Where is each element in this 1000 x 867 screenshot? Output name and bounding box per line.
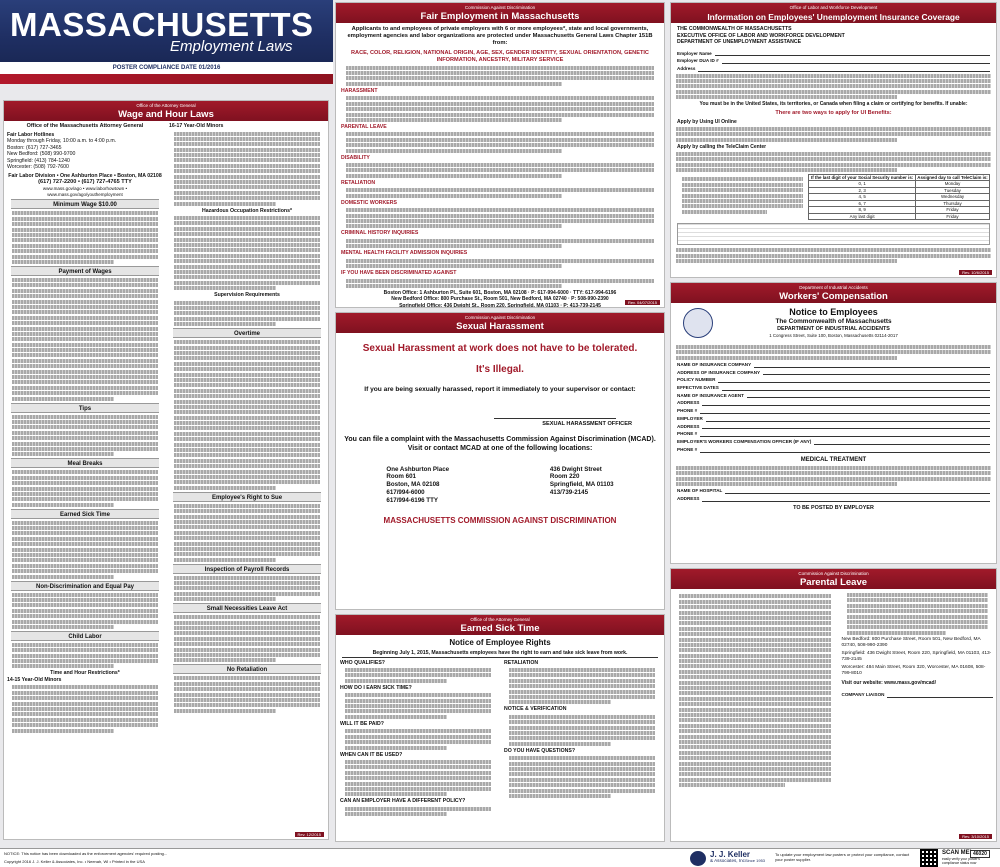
footer-copyright: Copyright 2016 J. J. Keller & Associates, Inc. • Neenah, WI • Printed in the USA xyxy=(4,859,145,864)
child-labor-bar: Child Labor xyxy=(11,631,159,641)
payroll-records-text xyxy=(174,576,320,602)
office-phone-3: Worcester: (508) 792-7600 xyxy=(7,164,69,171)
pl-liaison-label: COMPANY LIAISON xyxy=(841,691,885,697)
ui-version: Rev. 10/6/2015 xyxy=(959,270,992,275)
fair-section-7: IF YOU HAVE BEEN DISCRIMINATED AGAINST xyxy=(341,270,457,277)
ui-address-line xyxy=(698,67,990,72)
pl-panel-header xyxy=(671,569,996,589)
sick-left-0-text xyxy=(345,668,491,683)
compliance-date: POSTER COMPLIANCE DATE 01/2016 xyxy=(0,62,333,74)
wc-field-8: ADDRESS xyxy=(677,423,700,429)
wc-field-row-6 xyxy=(677,408,990,414)
wc-field-line-10 xyxy=(814,440,990,445)
harassment-headline: Sexual Harassment at work does not have to be tolerated. xyxy=(362,343,638,354)
teleclaim-schedule-table xyxy=(808,174,990,221)
schedule-day-3: Thursday xyxy=(916,200,990,207)
ui-employer-name-line xyxy=(715,51,990,56)
wc-hospital-address-row xyxy=(677,496,990,502)
wage-hour-panel xyxy=(3,100,329,840)
wc-field-5: ADDRESS xyxy=(677,400,700,406)
pl-liaison-row xyxy=(842,692,994,698)
ui-online-text xyxy=(676,127,991,142)
fair-labor-web: www.mass.gov/ago • www.laborhowtown • www.mass.gov/ago/youthemployment xyxy=(42,186,128,197)
fair-section-4: DOMESTIC WORKERS xyxy=(341,199,397,206)
harassment-springfield-1: Room 220 xyxy=(549,473,580,481)
ui-closing-text xyxy=(676,248,991,263)
harassment-officer-line xyxy=(494,418,616,419)
fair-section-6-text xyxy=(346,259,654,268)
wc-hospital-row xyxy=(677,488,990,494)
unemployment-panel xyxy=(670,2,997,278)
schedule-day-1: Tuesday xyxy=(916,187,990,194)
fair-section-4-text xyxy=(346,208,654,228)
fair-employment-panel xyxy=(335,2,665,308)
hazardous-text xyxy=(174,216,320,290)
minimum-wage-bar: Minimum Wage $10.00 xyxy=(11,199,159,209)
overtime-bar: Overtime xyxy=(173,328,321,338)
harassment-officer-label: SEXUAL HARASSMENT OFFICER xyxy=(542,421,632,428)
harassment-title: Sexual Harassment xyxy=(456,320,544,332)
wage-agency: Office of the Attorney General xyxy=(136,103,196,108)
hotline-hours: Monday through Friday, 10:00 a.m. to 4:00 p.m. xyxy=(7,138,117,145)
pl-office-0: New Bedford: 800 Purchase Street, Room 501, New Bedford, MA 02740, 508-990-2390 xyxy=(841,636,981,648)
ui-apply-phone: Apply by calling the TeleClaim Center xyxy=(677,143,767,150)
schedule-day-0: Monday xyxy=(916,181,990,188)
wc-field-row-1 xyxy=(677,370,990,376)
wc-hospital-label: NAME OF HOSPITAL xyxy=(677,488,723,494)
ui-address-label: Address xyxy=(677,65,696,71)
no-retaliation-bar: No Retaliation xyxy=(173,664,321,674)
fair-contact-1: New Bedford Office: 800 Purchase St., Room 501, New Bedford, MA 02740 · P: 508-990-2390 xyxy=(391,296,609,303)
wc-medical-text xyxy=(676,466,991,486)
fair-section-1-text xyxy=(346,132,654,152)
pl-office-1: Springfield: 436 Dwight Street, Room 220, Springfield, MA 01103, 413-739-2145 xyxy=(841,650,992,662)
wc-field-row-0 xyxy=(677,362,990,368)
wc-field-2: POLICY NUMBER xyxy=(677,377,716,383)
wc-field-4: NAME OF INSURANCE AGENT xyxy=(677,392,744,398)
poster-footer xyxy=(0,848,1000,867)
fair-protected: RACE, COLOR, RELIGION, NATIONAL ORIGIN, AGE, SEX, GENDER IDENTITY, SEXUAL ORIENTATION, GENETIC INFORMATION, ANCESTRY, MILITARY SERVICE xyxy=(351,49,649,63)
pl-title: Parental Leave xyxy=(799,576,868,588)
sick-agency: Office of the Attorney General xyxy=(470,617,530,622)
harassment-agency: Commission Against Discrimination xyxy=(464,315,536,320)
harassment-illegal: It's Illegal. xyxy=(476,363,524,375)
harassment-panel-header xyxy=(336,313,664,333)
wc-field-0: NAME OF INSURANCE COMPANY xyxy=(677,361,752,367)
harassment-springfield-2: Springfield, MA 01103 xyxy=(549,481,614,489)
ui-intro-text xyxy=(676,74,991,100)
office-phone-0: Boston: (617) 727-3465 xyxy=(7,144,62,151)
massachusetts-seal-icon xyxy=(683,308,713,338)
ui-address-row xyxy=(677,66,990,72)
wc-field-row-2 xyxy=(677,377,990,383)
ui-apply-online: Apply by Using UI Online xyxy=(677,118,737,125)
time-hour-heading: Time and Hour Restrictions* xyxy=(50,670,120,677)
wc-field-11: PHONE # xyxy=(677,446,698,452)
wc-field-9: PHONE # xyxy=(677,431,698,437)
wc-hospital-address-label: ADDRESS xyxy=(677,496,700,501)
pl-version: Rev. 3/10/2015 xyxy=(959,834,992,839)
harassment-springfield-0: 436 Dwight Street xyxy=(549,465,602,473)
keller-since: Since 1953 xyxy=(745,858,766,863)
fair-labor-phone: (617) 727-2200 • (617) 727-4765 TTY xyxy=(38,179,132,186)
ui-schedule-note xyxy=(682,176,803,219)
payment-wages-bar: Payment of Wages xyxy=(11,266,159,276)
pl-visit: Visit our website: www.mass.gov/mcad/ xyxy=(841,679,936,686)
schedule-digit-2: 4, 5 xyxy=(809,194,916,201)
wc-hospital-line xyxy=(725,489,990,494)
sick-right-0-text xyxy=(509,668,655,704)
sick-beginning: Beginning July 1, 2015, Massachusetts employees have the right to earn and take sick leave from work. xyxy=(342,650,658,658)
schedule-digit-1: 2, 3 xyxy=(809,187,916,194)
harassment-boston-office xyxy=(386,466,449,505)
fair-labor-address: Fair Labor Division • One Ashburton Place • Boston, MA 02108 xyxy=(8,172,162,179)
sick-right-1: NOTICE & VERIFICATION xyxy=(504,706,567,713)
sick-time-bar: Earned Sick Time xyxy=(11,509,159,519)
wc-field-line-3 xyxy=(722,386,990,391)
schedule-day-5: Friday xyxy=(916,213,990,220)
harassment-springfield-3: 413/739-2145 xyxy=(549,488,589,496)
keller-sub: & Associates, Inc. xyxy=(710,858,747,863)
wc-field-row-5 xyxy=(677,400,990,406)
fair-title: Fair Employment in Massachusetts xyxy=(420,10,580,22)
sick-title: Earned Sick Time xyxy=(460,622,540,634)
small-necessities-text xyxy=(174,615,320,662)
pl-liaison-line xyxy=(887,693,993,698)
sexual-harassment-panel xyxy=(335,312,665,610)
harassment-report: If you are being sexually harassed, report it immediately to your supervisor or contact: xyxy=(364,386,636,393)
ui-dept: DEPARTMENT OF UNEMPLOYMENT ASSISTANCE xyxy=(677,39,802,45)
schedule-head-day: Assigned day to call TeleClaim is: xyxy=(917,174,988,180)
wc-title: Workers' Compensation xyxy=(779,290,888,302)
fair-contact-2: Springfield Office: 436 Dwight St., Room 220, Springfield, MA 01103 · P: 413-739-2145 xyxy=(399,302,601,308)
sick-right-1-text xyxy=(509,715,655,746)
sick-left-2-text xyxy=(345,729,491,749)
overtime-text xyxy=(174,340,320,490)
minors-1617-heading: 16-17 Year-Old Minors xyxy=(169,123,224,129)
pl-office-2: Worcester: 484 Main Street, Room 320, Worcester, MA 01608, 508-799-8010 xyxy=(841,664,986,676)
workers-comp-panel xyxy=(670,282,997,564)
fair-lead: Applicants to and employees of private employers with 6 or more employees*, state and local governments, employment agencies and labor organizations are protected under Massachusetts General Laws Chapter 151B from: xyxy=(347,26,653,47)
sick-left-1: HOW DO I EARN SICK TIME? xyxy=(340,684,412,691)
minors-1617-text xyxy=(174,132,320,206)
office-phone-1: New Bedford: (508) 990-9700 xyxy=(7,151,76,158)
ag-office-heading: Office of the Massachusetts Attorney General xyxy=(26,123,144,129)
ui-file-heading: You must be in the United States, its territories, or Canada when filing a claim or certifying for benefits. If unable: xyxy=(699,101,968,108)
sick-left-0: WHO QUALIFIES? xyxy=(340,659,385,666)
pl-agency: Commission Against Discrimination xyxy=(798,571,869,576)
ui-office: EXECUTIVE OFFICE OF LABOR AND WORKFORCE DEVELOPMENT xyxy=(677,32,845,39)
meal-breaks-text xyxy=(12,470,158,506)
wc-field-line-1 xyxy=(763,370,990,375)
ui-sample-form-image xyxy=(677,223,990,245)
fair-section-3: RETALIATION xyxy=(341,179,376,186)
wage-title: Wage and Hour Laws xyxy=(118,108,214,120)
tips-bar: Tips xyxy=(11,403,159,413)
footer-update: To update your employment law posters or protect your compliance, contact your poster supplier. xyxy=(775,852,910,862)
wc-department: DEPARTMENT OF INDUSTRIAL ACCIDENTS xyxy=(777,326,890,333)
sick-left-3: WHEN CAN IT BE USED? xyxy=(340,751,403,758)
wc-field-line-8 xyxy=(702,424,990,429)
ui-phone-text xyxy=(676,152,991,172)
schedule-digit-0: 0, 1 xyxy=(809,181,916,188)
footer-notice: NOTICE: This notice has been downloaded as the enforcement agencies' required posting... xyxy=(4,851,168,856)
fair-version: Rev. 04/07/2015 xyxy=(625,300,660,305)
ui-employer-id-label: Employer DUA ID # xyxy=(677,58,719,64)
wc-notice: Notice to Employees xyxy=(789,307,878,317)
office-phone-2: Springfield: (413) 784-1240 xyxy=(7,157,70,164)
ui-title: Information on Employees' Unemployment Insurance Coverage xyxy=(707,11,960,22)
wc-field-row-11 xyxy=(677,447,990,453)
fair-contact-0: Boston Office: 1 Ashburton Pl., Suite 601, Boston, MA 02108 · P: 617-994-6000 · TTY: 617-994-6196 xyxy=(383,290,617,297)
wc-field-6: PHONE # xyxy=(677,408,698,414)
sick-right-2: DO YOU HAVE QUESTIONS? xyxy=(504,747,576,754)
minors-1415-heading: 14-15 Year-Old Minors xyxy=(7,676,62,683)
wc-field-line-0 xyxy=(754,363,990,368)
fair-section-2-text xyxy=(346,163,654,178)
wage-panel-header xyxy=(4,101,328,121)
sick-right-2-text xyxy=(509,756,655,798)
sick-left-2: WILL IT BE PAID? xyxy=(340,720,384,727)
harassment-commission: MASSACHUSETTS COMMISSION AGAINST DISCRIMINATION xyxy=(383,516,617,526)
minimum-wage-text xyxy=(12,211,158,264)
sick-right-0: RETALIATION xyxy=(504,659,539,666)
harassment-boston-1: Room 601 xyxy=(386,473,416,481)
sick-left-1-text xyxy=(345,693,491,719)
payroll-records-bar: Inspection of Payroll Records xyxy=(173,564,321,574)
schedule-digit-4: 8, 9 xyxy=(809,207,916,214)
fair-section-1: PARENTAL LEAVE xyxy=(341,123,387,130)
scan-me: SCAN ME! xyxy=(942,850,972,856)
fair-section-0-text xyxy=(346,96,654,122)
poster-subtitle: Employment Laws xyxy=(170,38,293,55)
harassment-boston-4: 617/994-6196 TTY xyxy=(386,496,438,504)
pl-left-text xyxy=(676,591,834,790)
wc-field-line-7 xyxy=(706,417,990,422)
wc-field-line-11 xyxy=(700,448,990,453)
earned-sick-time-panel xyxy=(335,614,665,842)
minors-1415-text xyxy=(12,685,158,732)
ui-employer-id-row xyxy=(677,58,990,64)
wc-field-line-4 xyxy=(747,393,990,398)
wc-field-7: EMPLOYER xyxy=(677,415,703,421)
ui-agency: Office of Labor and Workforce Development xyxy=(789,5,878,10)
fair-intro-text xyxy=(346,66,654,86)
payment-wages-text xyxy=(12,278,158,401)
fair-section-3-text xyxy=(346,188,654,197)
harassment-boston-3: 617/994-6000 xyxy=(386,488,425,496)
wc-hospital-address-line xyxy=(702,497,990,502)
schedule-digit-5: Any last digit xyxy=(809,213,916,220)
wc-field-row-7 xyxy=(677,416,990,422)
wc-posted: TO BE POSTED BY EMPLOYER xyxy=(793,504,874,511)
fair-section-7-text xyxy=(346,279,654,288)
fair-section-0: HARASSMENT xyxy=(341,87,378,94)
fair-panel-header xyxy=(336,3,664,23)
sick-left-4: CAN AN EMPLOYER HAVE A DIFFERENT POLICY? xyxy=(340,798,466,805)
no-retaliation-text xyxy=(174,676,320,712)
schedule-day-2: Wednesday xyxy=(916,194,990,201)
wc-field-line-5 xyxy=(702,401,990,406)
small-necessities-bar: Small Necessities Leave Act xyxy=(173,603,321,613)
harassment-springfield-office xyxy=(550,466,614,505)
fair-agency: Commission Against Discrimination xyxy=(464,5,536,10)
header-stripe xyxy=(0,74,333,84)
wage-version: Rev. 12/2015 xyxy=(295,832,325,837)
wc-field-row-3 xyxy=(677,385,990,391)
equal-pay-text xyxy=(12,593,158,629)
scan-sub: easily verify your poster's compliance status now xyxy=(942,857,980,866)
pl-right-text xyxy=(847,593,989,635)
wc-agency: Department of Industrial Accidents xyxy=(799,285,868,290)
fair-section-5: CRIMINAL HISTORY INQUIRIES xyxy=(341,230,419,237)
wc-field-row-10 xyxy=(677,439,990,445)
wc-field-row-9 xyxy=(677,431,990,437)
ui-two-ways: There are two ways to apply for UI Benefits: xyxy=(775,109,892,116)
sick-time-text xyxy=(12,521,158,579)
wc-commonwealth: The Commonwealth of Massachusetts xyxy=(775,318,892,326)
harassment-boston-0: One Ashburton Place xyxy=(386,465,450,473)
sick-notice-title: Notice of Employee Rights xyxy=(449,638,551,647)
right-to-sue-bar: Employee's Right to Sue xyxy=(173,492,321,502)
ui-panel-header xyxy=(671,3,996,23)
equal-pay-bar: Non-Discrimination and Equal Pay xyxy=(11,581,159,591)
parental-leave-panel xyxy=(670,568,997,842)
wc-panel-header xyxy=(671,283,996,303)
wc-field-1: ADDRESS OF INSURANCE COMPANY xyxy=(677,369,761,375)
schedule-day-4: Friday xyxy=(916,207,990,214)
wc-field-3: EFFECTIVE DATES xyxy=(677,384,719,390)
fair-section-6: MENTAL HEALTH FACILITY ADMISSION INQUIRIES xyxy=(341,250,468,257)
schedule-digit-3: 6, 7 xyxy=(809,200,916,207)
wc-intro-text xyxy=(676,345,991,360)
harassment-boston-2: Boston, MA 02108 xyxy=(386,481,440,489)
qr-code-icon[interactable] xyxy=(920,849,938,867)
keller-logo-icon xyxy=(690,851,706,866)
ui-state: THE COMMONWEALTH OF MASSACHUSETTS xyxy=(677,26,792,32)
right-to-sue-text xyxy=(174,504,320,562)
ui-employer-name-row xyxy=(677,51,990,57)
poster-header xyxy=(0,0,333,62)
poster-code: 46020 xyxy=(970,850,990,858)
hotline-heading: Fair Labor Hotlines xyxy=(7,131,55,138)
fair-section-5-text xyxy=(346,239,654,248)
child-labor-text xyxy=(12,643,158,669)
sick-left-4-text xyxy=(345,807,491,816)
sick-panel-header xyxy=(336,615,664,635)
supervision-heading: Supervision Requirements xyxy=(214,292,280,299)
wc-dept-address: 1 Congress Street, Suite 100, Boston, Massachusetts 02114-2017 xyxy=(769,333,898,338)
supervision-text xyxy=(174,301,320,327)
keller-name: J. J. Keller xyxy=(710,850,751,859)
wc-field-row-8 xyxy=(677,424,990,430)
tips-text xyxy=(12,415,158,457)
wc-field-10: EMPLOYER'S WORKERS COMPENSATION OFFICER (IF ANY) xyxy=(677,439,812,445)
wc-field-line-9 xyxy=(700,432,990,437)
sick-left-3-text xyxy=(345,760,491,796)
ui-employer-name-label: Employer Name xyxy=(677,50,712,56)
wc-field-line-2 xyxy=(718,378,990,383)
wc-field-line-6 xyxy=(700,409,990,414)
fair-section-2: DISABILITY xyxy=(341,154,370,161)
state-title: MASSACHUSETTS xyxy=(10,6,314,43)
harassment-complaint: You can file a complaint with the Massachusetts Commission Against Discrimination (MCAD). Visit or contact MCAD at one of the following locations: xyxy=(344,436,656,452)
wc-medical-heading: MEDICAL TREATMENT xyxy=(800,456,867,463)
meal-breaks-bar: Meal Breaks xyxy=(11,458,159,468)
wc-field-row-4 xyxy=(677,393,990,399)
ui-employer-id-line xyxy=(722,59,990,64)
schedule-head-digit: If the last digit of your Social Security number is: xyxy=(809,174,916,181)
hazardous-heading: Hazardous Occupation Restrictions* xyxy=(202,207,292,214)
